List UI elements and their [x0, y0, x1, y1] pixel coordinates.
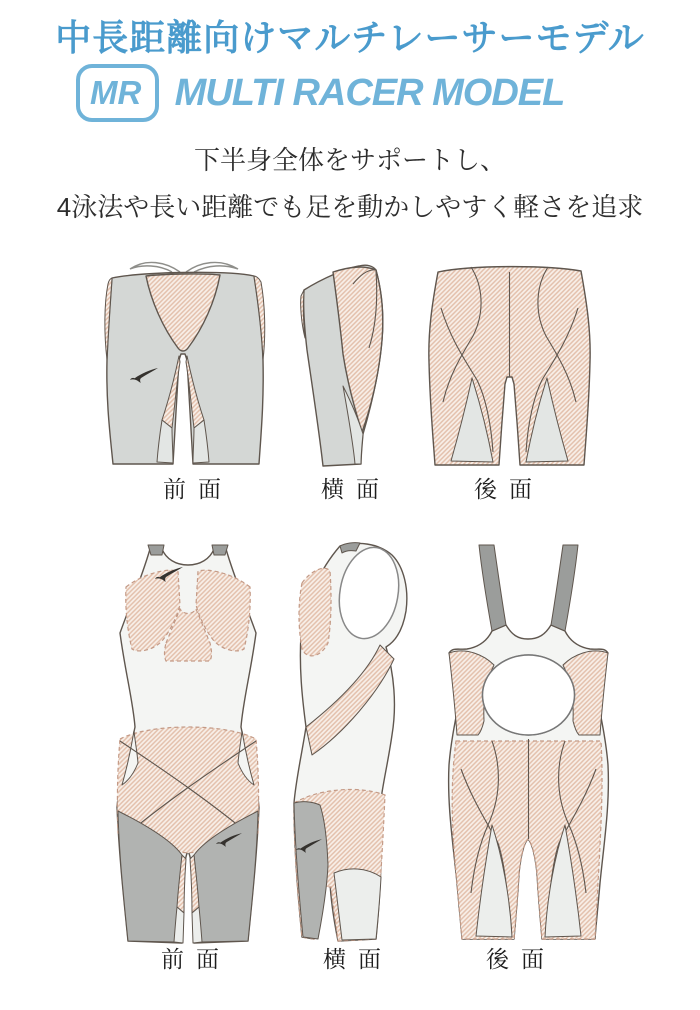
- womens-suit-back-diagram: [442, 543, 616, 943]
- mens-front-label: 前面: [163, 476, 233, 502]
- womens-side-label: 横面: [323, 946, 393, 972]
- side-calf-panel: [334, 869, 381, 940]
- description-line-1: 下半身全体をサポートし、: [193, 145, 506, 175]
- mr-badge: MR: [76, 64, 159, 122]
- mens-jammer-front-diagram: [96, 256, 272, 470]
- side-chest-panel: [299, 568, 331, 656]
- womens-front-label: 前面: [161, 946, 231, 972]
- mens-jammer-back-diagram: [419, 256, 601, 470]
- strap-cap-left: [148, 545, 164, 555]
- back-strap-right: [551, 545, 578, 631]
- womens-suit-side-diagram: [282, 541, 426, 949]
- open-back-hole-overlay: [483, 655, 575, 735]
- womens-back-label: 後面: [486, 946, 556, 972]
- description-line-2: 4泳法や長い距離でも足を動かしやすく軽さを追求: [56, 192, 644, 222]
- back-strap-left: [479, 545, 506, 631]
- mens-jammer-side-diagram: [291, 258, 393, 470]
- page-title: 中長距離向けマルチレーサーモデル: [55, 17, 645, 58]
- model-logo-text: MULTI RACER MODEL: [174, 71, 565, 114]
- womens-suit-front-diagram: [110, 543, 268, 949]
- mens-back-label: 後面: [474, 476, 544, 502]
- brand-logo-row: [0, 62, 670, 124]
- mens-side-label: 横面: [321, 476, 391, 502]
- back-lower-hatch: [452, 741, 602, 939]
- drawstring-right: [186, 262, 238, 272]
- side-thigh-panel: [294, 802, 328, 939]
- strap-cap-right: [212, 545, 228, 555]
- drawstring-left: [130, 262, 180, 272]
